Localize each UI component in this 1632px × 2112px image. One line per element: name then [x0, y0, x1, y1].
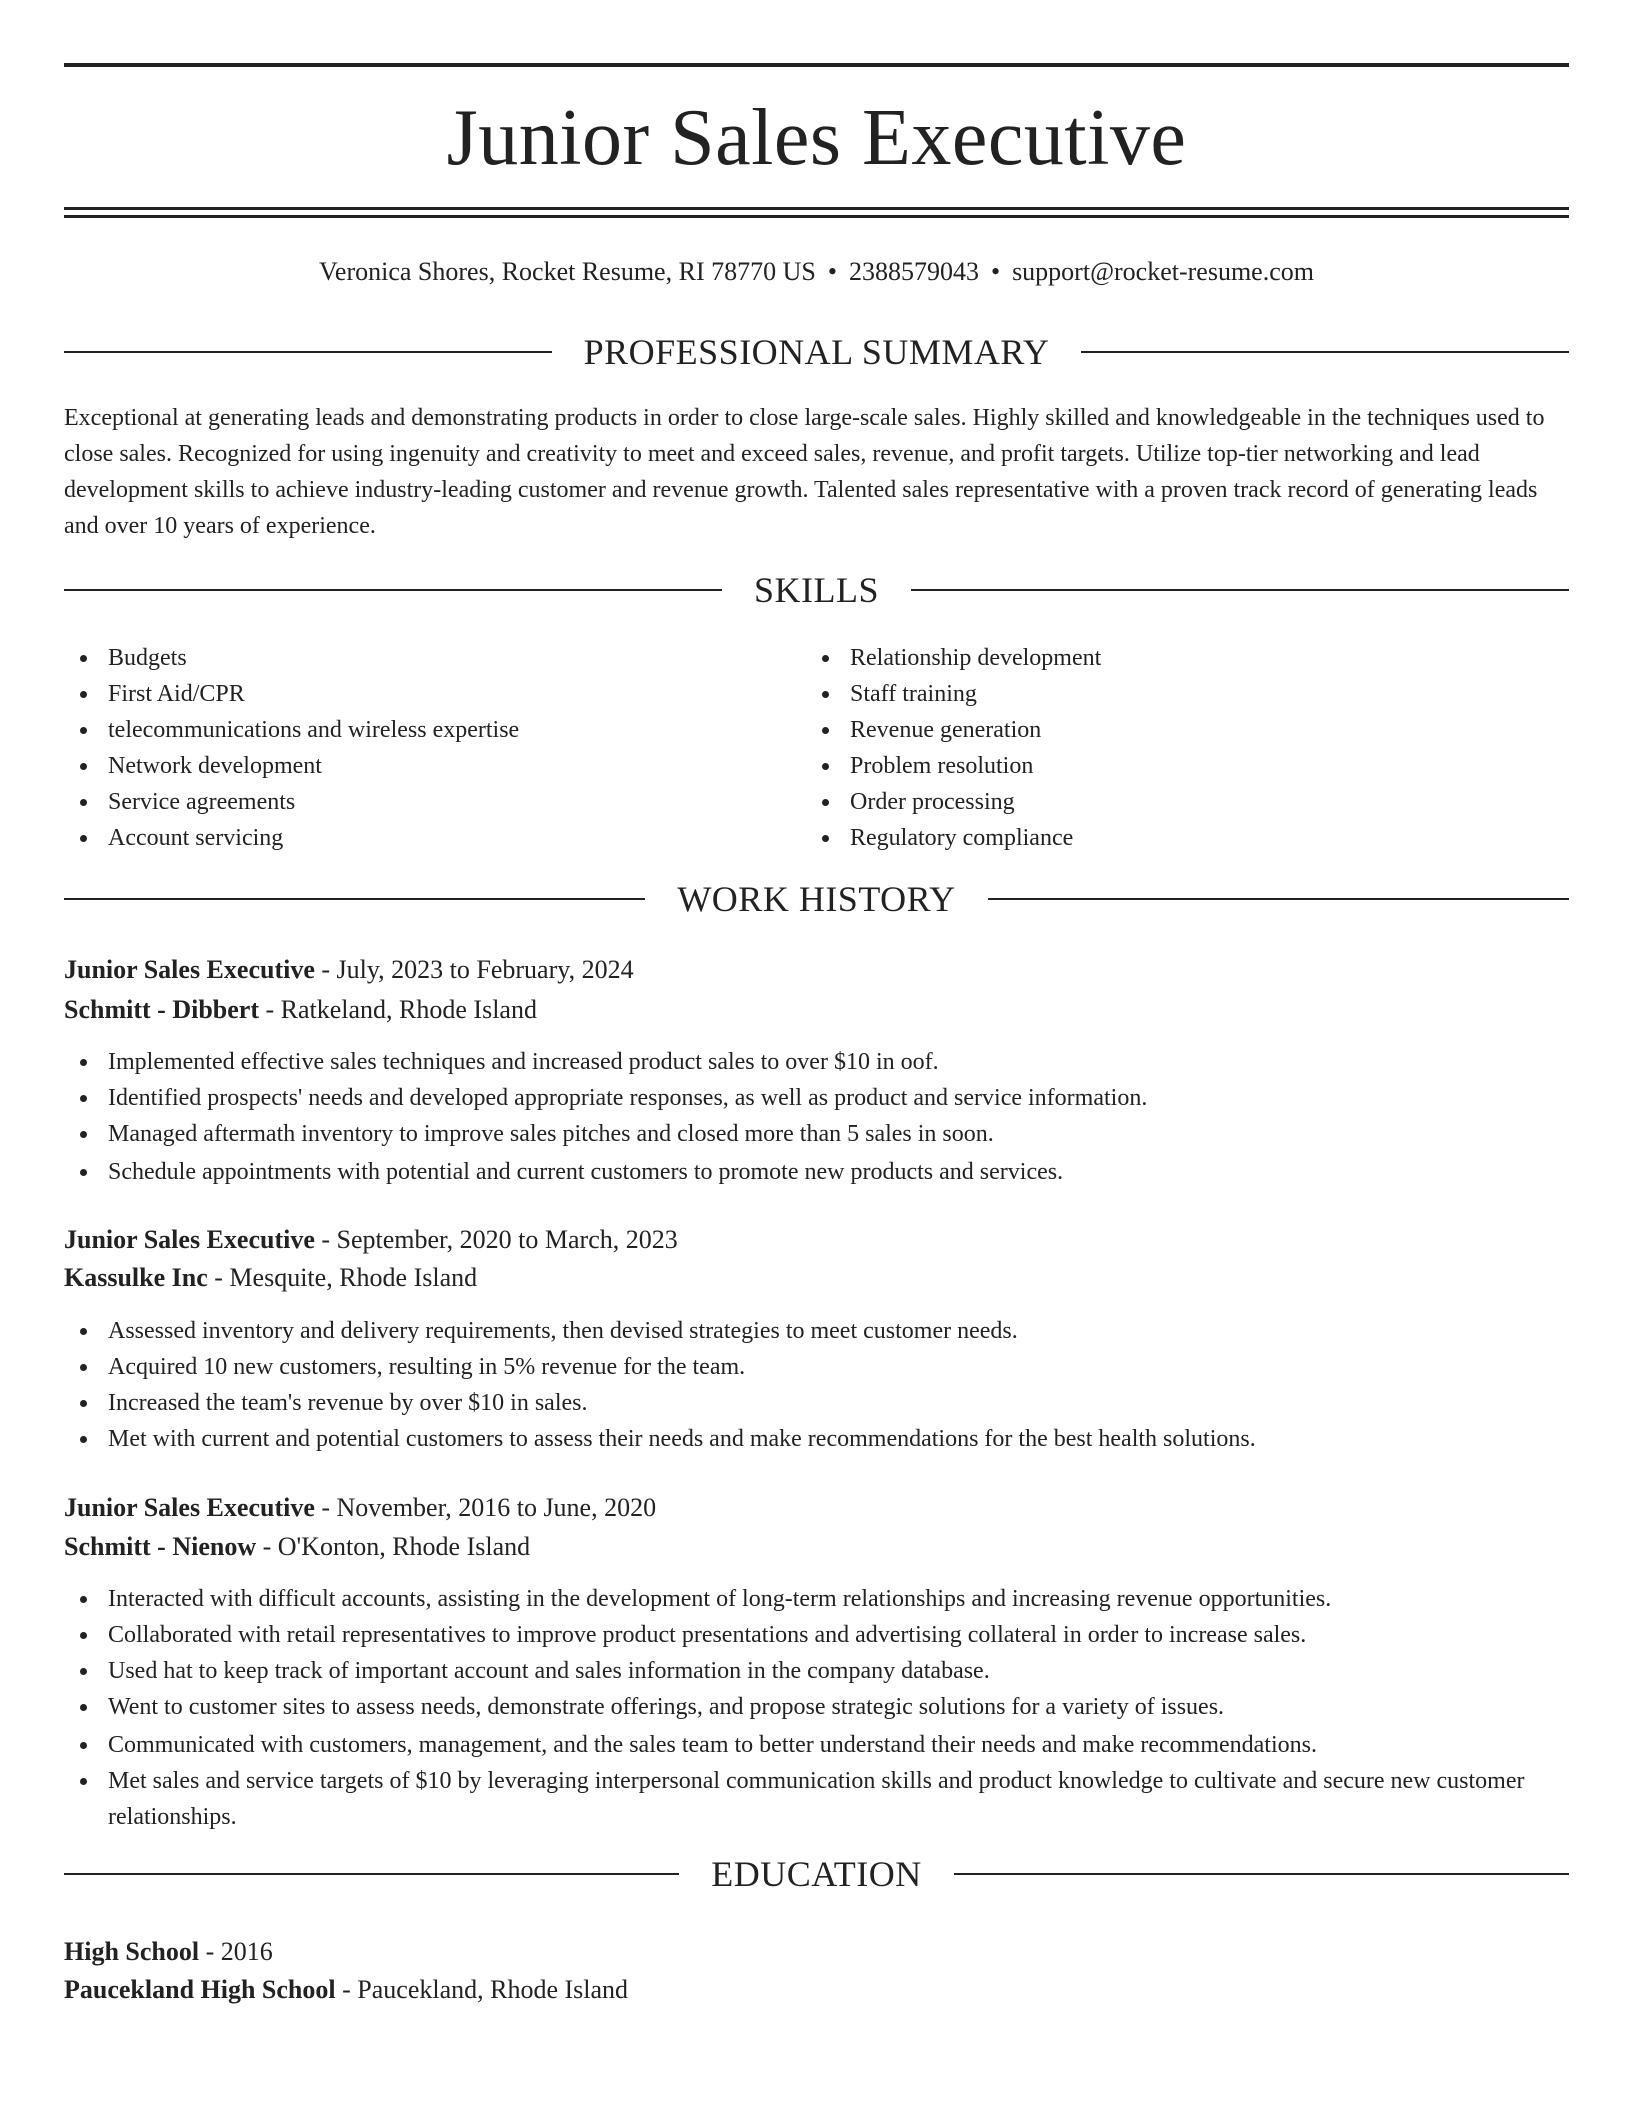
section-title: WORK HISTORY [677, 879, 956, 919]
top-rule [64, 63, 1569, 67]
job-bullet: Met sales and service targets of $10 by leveraging interpersonal communication skills and product knowledge to cultivate and secure new customer relationships. [64, 1763, 1569, 1835]
heading-rule [954, 1873, 1569, 1875]
skill-item: Order processing [806, 784, 1101, 820]
job-title-line [64, 1489, 1569, 1527]
job-bullet: Met with current and potential customers to assess their needs and make recommendations for the best health solutions. [64, 1421, 1569, 1457]
section-heading-summary [64, 330, 1569, 374]
job-bullet: Used hat to keep track of important account and sales information in the company database. [64, 1653, 1569, 1689]
skill-item: Problem resolution [806, 748, 1101, 784]
job-title-line [64, 1221, 1569, 1259]
job-company-line [64, 991, 1569, 1029]
skill-item: Budgets [64, 640, 519, 676]
section-title: PROFESSIONAL SUMMARY [583, 332, 1050, 372]
skills-list-right [806, 640, 1101, 856]
heading-rule [64, 1873, 679, 1875]
skill-item: Service agreements [64, 784, 519, 820]
job-bullets [64, 1581, 1569, 1835]
job-location: - Mesquite, Rhode Island [207, 1263, 478, 1292]
job-company-line [64, 1528, 1569, 1566]
section-title: EDUCATION [711, 1854, 922, 1894]
section-heading-skills [64, 568, 1569, 612]
job-location: - Ratkeland, Rhode Island [258, 995, 537, 1024]
skill-item: Account servicing [64, 820, 519, 856]
section-heading-work [64, 877, 1569, 921]
resume-title: Junior Sales Executive [446, 94, 1187, 182]
job-title: Junior Sales Executive [64, 1493, 315, 1522]
job-company: Schmitt - Dibbert [64, 995, 259, 1024]
heading-rule [64, 351, 552, 353]
title-rule-lower [64, 215, 1569, 218]
skill-item: telecommunications and wireless expertise [64, 712, 519, 748]
job-bullet: Managed aftermath inventory to improve sales pitches and closed more than 5 sales in soon. [64, 1116, 1569, 1152]
job-bullet: Collaborated with retail representatives to improve product presentations and advertising collateral in order to increase sales. [64, 1617, 1569, 1653]
skill-item: Staff training [806, 676, 1101, 712]
job-dates: - November, 2016 to June, 2020 [314, 1493, 657, 1522]
job-company: Schmitt - Nienow [64, 1532, 257, 1561]
heading-rule [911, 589, 1569, 591]
skill-item: Network development [64, 748, 519, 784]
contact-separator: • [990, 257, 1001, 286]
education-degree-line [64, 1933, 1569, 1971]
job-bullet: Acquired 10 new customers, resulting in 5% revenue for the team. [64, 1349, 1569, 1385]
job-location: - O'Konton, Rhode Island [256, 1532, 531, 1561]
job-title: Junior Sales Executive [64, 1225, 315, 1254]
job-bullets [64, 1044, 1569, 1190]
heading-rule [64, 898, 645, 900]
job-bullet: Increased the team's revenue by over $10 in sales. [64, 1385, 1569, 1421]
title-rule-upper [64, 207, 1569, 210]
job-bullet: Interacted with difficult accounts, assisting in the development of long-term relationships and increasing revenue opportunities. [64, 1581, 1569, 1617]
education-year: - 2016 [199, 1937, 273, 1966]
job-bullet: Implemented effective sales techniques and increased product sales to over $10 in oof. [64, 1044, 1569, 1080]
summary-paragraph: Exceptional at generating leads and demonstrating products in order to close large-scale sales. Highly skilled and knowledgeable in the techniques used to close sales. Recognized for using ingenuity and creativity to meet and exceed sales, revenue, and profit targets. Utilize top-tier networking and lead development skills to achieve industry-leading customer and revenue growth. Talented sales representative with a proven track record of generating leads and over 10 years of experience. [64, 405, 1545, 539]
education-location: - Paucekland, Rhode Island [335, 1975, 629, 2004]
contact-email: support@rocket-resume.com [1012, 257, 1314, 286]
job-bullet: Schedule appointments with potential and current customers to promote new products and services. [64, 1154, 1569, 1190]
job-title: Junior Sales Executive [64, 955, 315, 984]
education-school: Paucekland High School [64, 1975, 336, 2004]
education-school-line [64, 1971, 1569, 2009]
job-title-line [64, 951, 1569, 989]
skills-list-left [64, 640, 519, 856]
contact-separator: • [827, 257, 837, 286]
job-bullet: Went to customer sites to assess needs, demonstrate offerings, and propose strategic solutions for a variety of issues. [64, 1689, 1569, 1725]
heading-rule [1081, 351, 1569, 353]
job-bullets [64, 1313, 1569, 1457]
section-heading-education [64, 1852, 1569, 1896]
skill-item: First Aid/CPR [64, 676, 519, 712]
contact-address: Veronica Shores, Rocket Resume, RI 78770 US [319, 257, 816, 286]
skill-item: Relationship development [806, 640, 1101, 676]
section-title: SKILLS [754, 570, 880, 610]
contact-line [64, 254, 1569, 290]
heading-rule [64, 589, 722, 591]
job-company: Kassulke Inc [64, 1263, 208, 1292]
education-degree: High School [64, 1937, 200, 1966]
contact-phone: 2388579043 [848, 257, 979, 286]
job-bullet: Assessed inventory and delivery requirements, then devised strategies to meet customer needs. [64, 1313, 1569, 1349]
skill-item: Regulatory compliance [806, 820, 1101, 856]
job-bullet: Communicated with customers, management, and the sales team to better understand their needs and make recommendations. [64, 1727, 1569, 1763]
job-bullet: Identified prospects' needs and developed appropriate responses, as well as product and service information. [64, 1080, 1569, 1116]
heading-rule [988, 898, 1569, 900]
skill-item: Revenue generation [806, 712, 1101, 748]
job-dates: - July, 2023 to February, 2024 [314, 955, 634, 984]
job-company-line [64, 1259, 1569, 1297]
job-dates: - September, 2020 to March, 2023 [314, 1225, 678, 1254]
